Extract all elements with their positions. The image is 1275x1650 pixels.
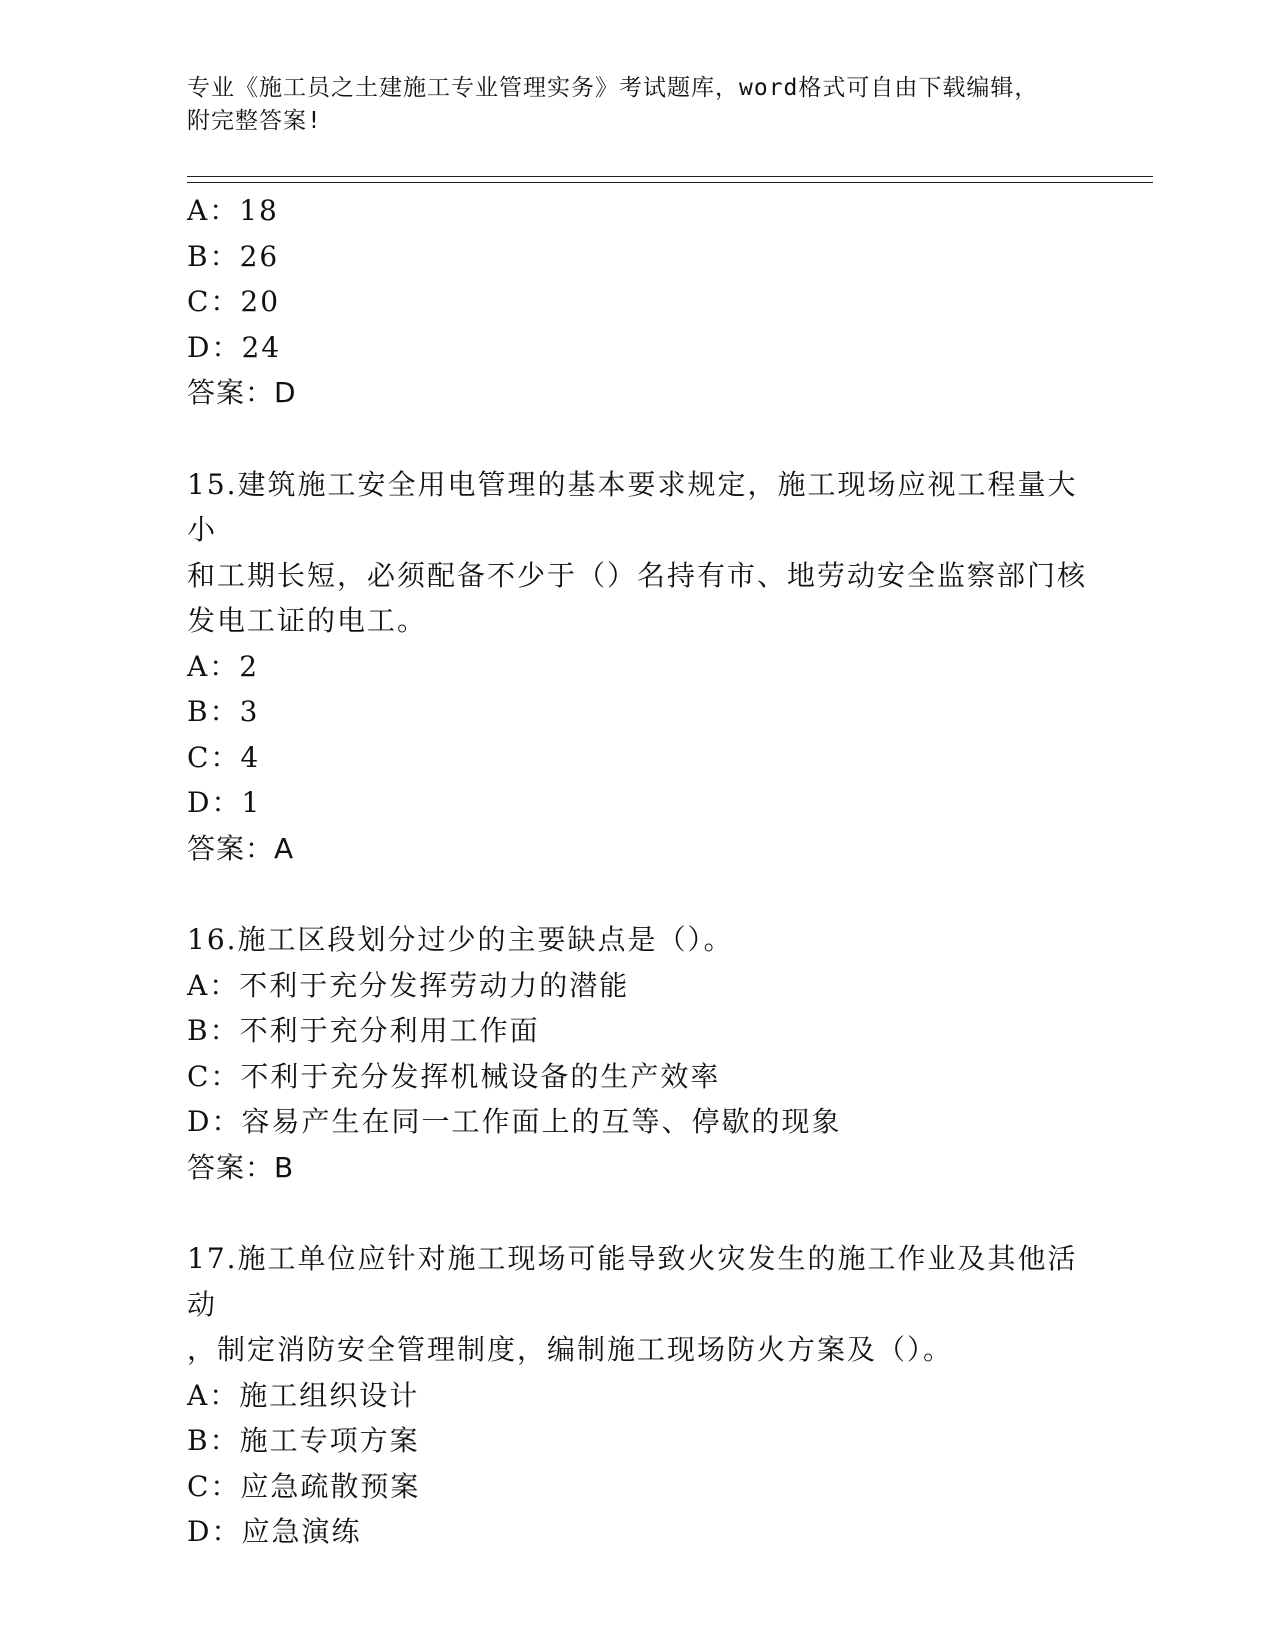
option-b: B：施工专项方案	[187, 1424, 420, 1457]
answer-line: 答案：B	[187, 1150, 295, 1184]
header-line-2: 附完整答案!	[187, 108, 322, 134]
question-text-line: ，制定消防安全管理制度，编制施工现场防火方案及（）。	[187, 1333, 954, 1366]
question-text-line: 和工期长短，必须配备不少于（）名持有市、地劳动安全监察部门核	[187, 558, 1088, 592]
option-d: D：24	[187, 330, 282, 364]
option-a: A：2	[187, 649, 260, 683]
document-header	[187, 72, 1067, 138]
option-c: C：20	[187, 285, 281, 318]
question-text-line: 发电工证的电工。	[187, 604, 428, 637]
question-17-block	[187, 1236, 1087, 1555]
document-body	[187, 188, 1087, 1555]
option-b: B：不利于充分利用工作面	[187, 1014, 540, 1047]
answer-line: 答案：D	[187, 376, 297, 409]
option-c: C：不利于充分发挥机械设备的生产效率	[187, 1059, 721, 1093]
option-d: D：1	[187, 786, 262, 819]
question-text-line: 17.施工单位应针对施工现场可能导致火灾发生的施工作业及其他活动	[187, 1242, 1078, 1321]
header-divider-bottom	[187, 182, 1153, 183]
option-d: D：应急演练	[187, 1515, 362, 1548]
question-16-block	[187, 917, 1087, 1190]
option-a: A：施工组织设计	[187, 1378, 420, 1412]
question-14-block	[187, 188, 1087, 416]
option-c: C：应急疏散预案	[187, 1469, 421, 1503]
header-line-1: 专业《施工员之土建施工专业管理实务》考试题库，word格式可自由下载编辑，	[187, 75, 1039, 101]
option-d: D：容易产生在同一工作面上的互等、停歇的现象	[187, 1105, 842, 1138]
option-a: A：不利于充分发挥劳动力的潜能	[187, 968, 630, 1002]
answer-line: 答案：A	[187, 831, 295, 865]
header-divider-top	[187, 176, 1153, 177]
option-a: A：18	[187, 194, 279, 227]
option-b: B：3	[187, 695, 260, 728]
question-text-line: 15.建筑施工安全用电管理的基本要求规定，施工现场应视工程量大小	[187, 467, 1078, 546]
question-15-block	[187, 462, 1087, 872]
option-c: C：4	[187, 740, 261, 774]
question-text-line: 16.施工区段划分过少的主要缺点是（）。	[187, 923, 734, 956]
option-b: B：26	[187, 239, 280, 273]
